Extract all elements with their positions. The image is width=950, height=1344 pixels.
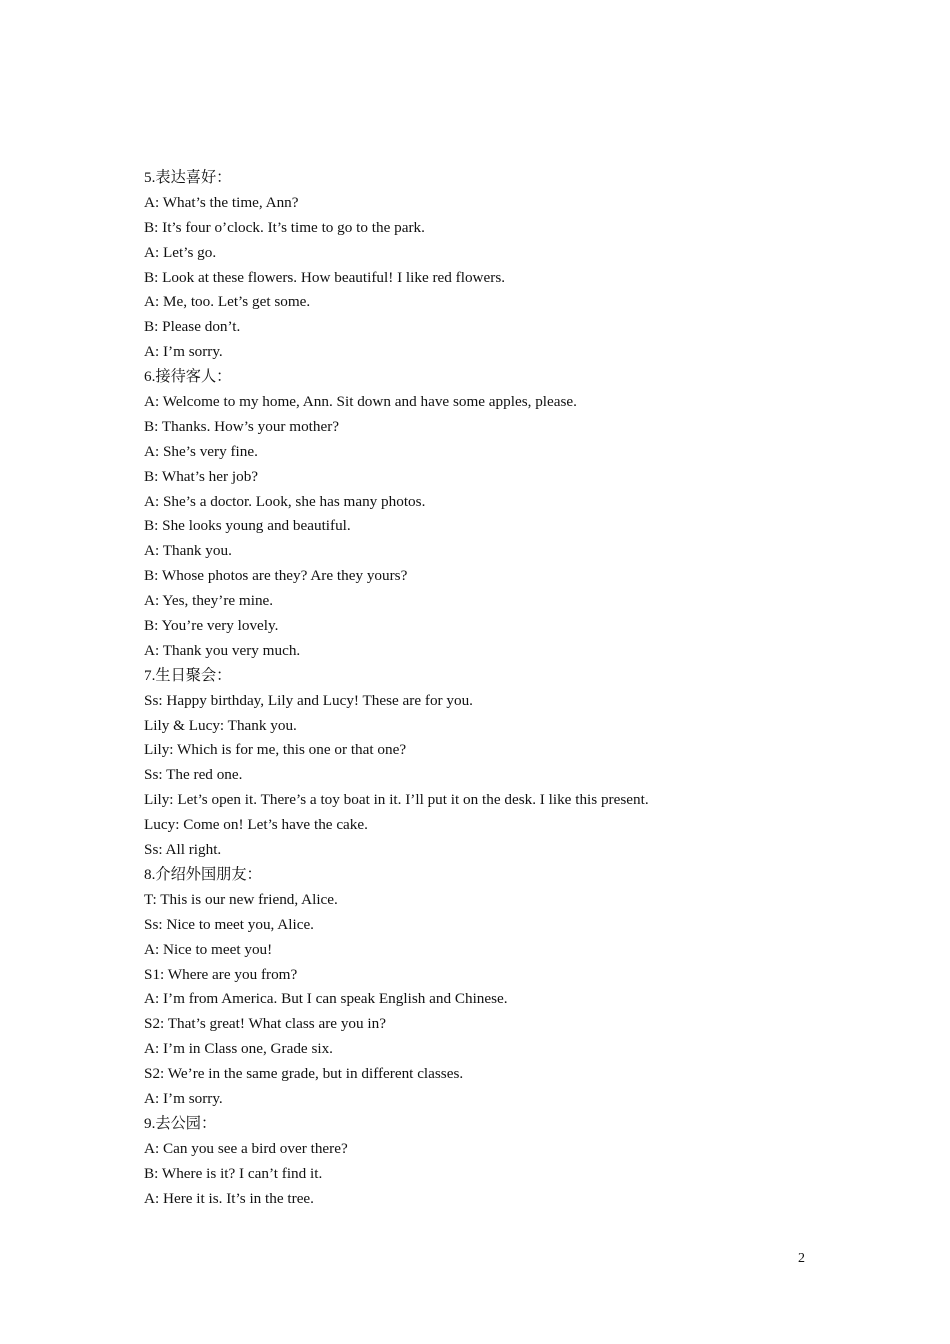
dialogue-line: A: She’s very fine. <box>144 442 258 460</box>
dialogue-line: B: Look at these flowers. How beautiful! I like red flowers. <box>144 268 506 286</box>
section-heading: 6.接待客人： <box>144 368 232 386</box>
dialogue-line: Lily: Let’s open it. There’s a toy boat in it. I’ll put it on the desk. I like this present. <box>144 791 649 809</box>
dialogue-line: Lucy: Come on! Let’s have the cake. <box>144 816 368 834</box>
dialogue-line: B: Thanks. How’s your mother? <box>144 417 340 435</box>
dialogue-line: S1: Where are you from? <box>144 965 298 983</box>
dialogue-line: A: I’m in Class one, Grade six. <box>144 1040 333 1058</box>
dialogue-line: Lily & Lucy: Thank you. <box>144 716 297 734</box>
dialogue-line: A: Welcome to my home, Ann. Sit down and have some apples, please. <box>144 393 577 411</box>
section-heading: 8.介绍外国朋友： <box>144 865 262 883</box>
dialogue-line: A: I’m from America. But I can speak English and Chinese. <box>144 990 508 1008</box>
dialogue-line: A: I’m sorry. <box>144 343 223 361</box>
dialogue-line: A: Can you see a bird over there? <box>144 1139 348 1157</box>
dialogue-line: A: She’s a doctor. Look, she has many photos. <box>144 492 426 510</box>
dialogue-line: A: Nice to meet you! <box>144 940 273 958</box>
dialogue-line: A: Here it is. It’s in the tree. <box>144 1189 314 1207</box>
dialogue-line: B: You’re very lovely. <box>144 617 279 635</box>
dialogue-line: B: Whose photos are they? Are they yours? <box>144 567 408 585</box>
page-number: 2 <box>798 1251 805 1266</box>
dialogue-line: B: What’s her job? <box>144 467 259 485</box>
dialogue-line: A: Me, too. Let’s get some. <box>144 293 311 311</box>
dialogue-line: S2: That’s great! What class are you in? <box>144 1015 386 1033</box>
dialogue-line: A: Yes, they’re mine. <box>144 592 274 610</box>
dialogue-line: Ss: Nice to meet you, Alice. <box>144 915 314 933</box>
section-heading: 5.表达喜好： <box>144 169 232 186</box>
dialogue-line: Ss: All right. <box>144 841 222 859</box>
dialogue-line: A: I’m sorry. <box>144 1089 223 1107</box>
dialogue-line: S2: We’re in the same grade, but in different classes. <box>144 1065 464 1083</box>
dialogue-line: B: Please don’t. <box>144 318 241 336</box>
section-heading: 9.去公园： <box>144 1114 217 1132</box>
dialogue-line: A: Thank you. <box>144 542 232 560</box>
dialogue-line: B: She looks young and beautiful. <box>144 517 351 535</box>
dialogue-line: A: Let’s go. <box>144 243 217 261</box>
dialogue-line: T: This is our new friend, Alice. <box>144 890 338 908</box>
document-body <box>144 166 824 1211</box>
section-heading: 7.生日聚会： <box>144 666 232 684</box>
dialogue-line: B: It’s four o’clock. It’s time to go to the park. <box>144 218 425 236</box>
dialogue-line: Ss: The red one. <box>144 766 243 784</box>
dialogue-line: Ss: Happy birthday, Lily and Lucy! These are for you. <box>144 691 473 709</box>
dialogue-line: B: Where is it? I can’t find it. <box>144 1164 323 1182</box>
dialogue-line: Lily: Which is for me, this one or that one? <box>144 741 407 759</box>
dialogue-line: A: What’s the time, Ann? <box>144 193 299 211</box>
dialogue-line: A: Thank you very much. <box>144 641 301 659</box>
